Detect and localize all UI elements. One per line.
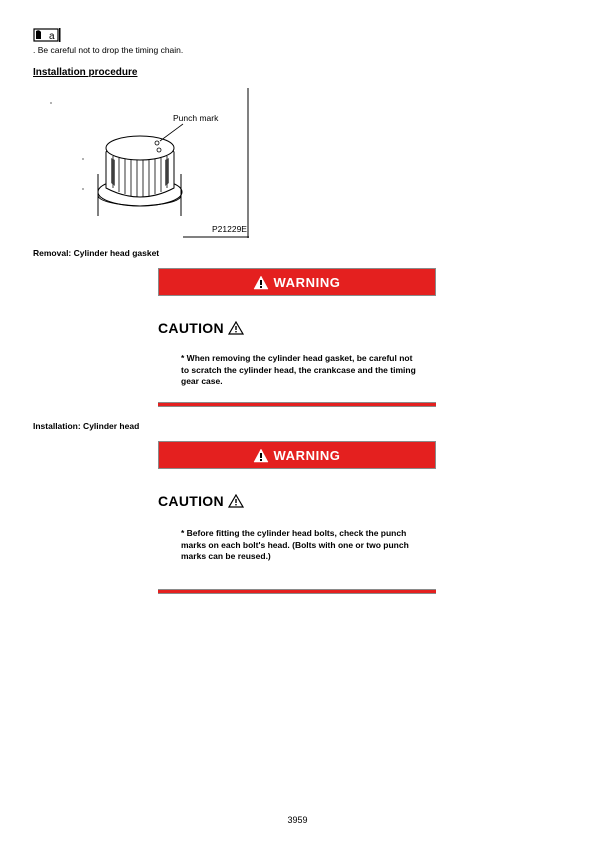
caution-line: marks on each bolt's head. (Bolts with one or two punch — [181, 539, 409, 550]
warning-label: WARNING — [273, 274, 341, 290]
section-end-rule — [158, 402, 436, 407]
caution-line: * When removing the cylinder head gasket, be careful not — [181, 353, 413, 363]
caution-label: CAUTION — [158, 493, 224, 509]
section-end-rule — [158, 589, 436, 594]
warning-label: WARNING — [273, 447, 341, 463]
warning-triangle-icon — [253, 275, 269, 290]
caution-line: to scratch the cylinder head, the crankcase and the timing — [181, 364, 416, 375]
caution-heading — [158, 493, 244, 509]
note-text: . Be careful not to drop the timing chain. — [33, 45, 184, 55]
block-heading-installation: Installation: Cylinder head — [33, 421, 140, 431]
caution-text-removal — [181, 353, 441, 388]
section-title: Installation procedure — [33, 67, 138, 78]
caution-line: * Before fitting the cylinder head bolts, check the punch — [181, 528, 407, 538]
warning-banner — [158, 268, 436, 296]
warning-triangle-icon — [253, 448, 269, 463]
block-heading-removal: Removal: Cylinder head gasket — [33, 248, 160, 258]
caution-line: gear case. — [181, 376, 223, 386]
note-icon — [33, 28, 67, 42]
page-number: 3959 — [287, 815, 308, 825]
note-icon-label: a — [49, 31, 55, 42]
caution-triangle-icon — [228, 494, 244, 508]
caution-triangle-icon — [228, 321, 244, 335]
caution-text-installation — [181, 528, 441, 563]
caution-line: marks can be reused.) — [181, 551, 271, 561]
caution-heading — [158, 320, 244, 336]
warning-banner — [158, 441, 436, 469]
punch-mark-figure — [33, 88, 251, 238]
caution-label: CAUTION — [158, 320, 224, 336]
figure-code: P21229E — [212, 224, 247, 234]
figure-callout: Punch mark — [173, 113, 219, 123]
